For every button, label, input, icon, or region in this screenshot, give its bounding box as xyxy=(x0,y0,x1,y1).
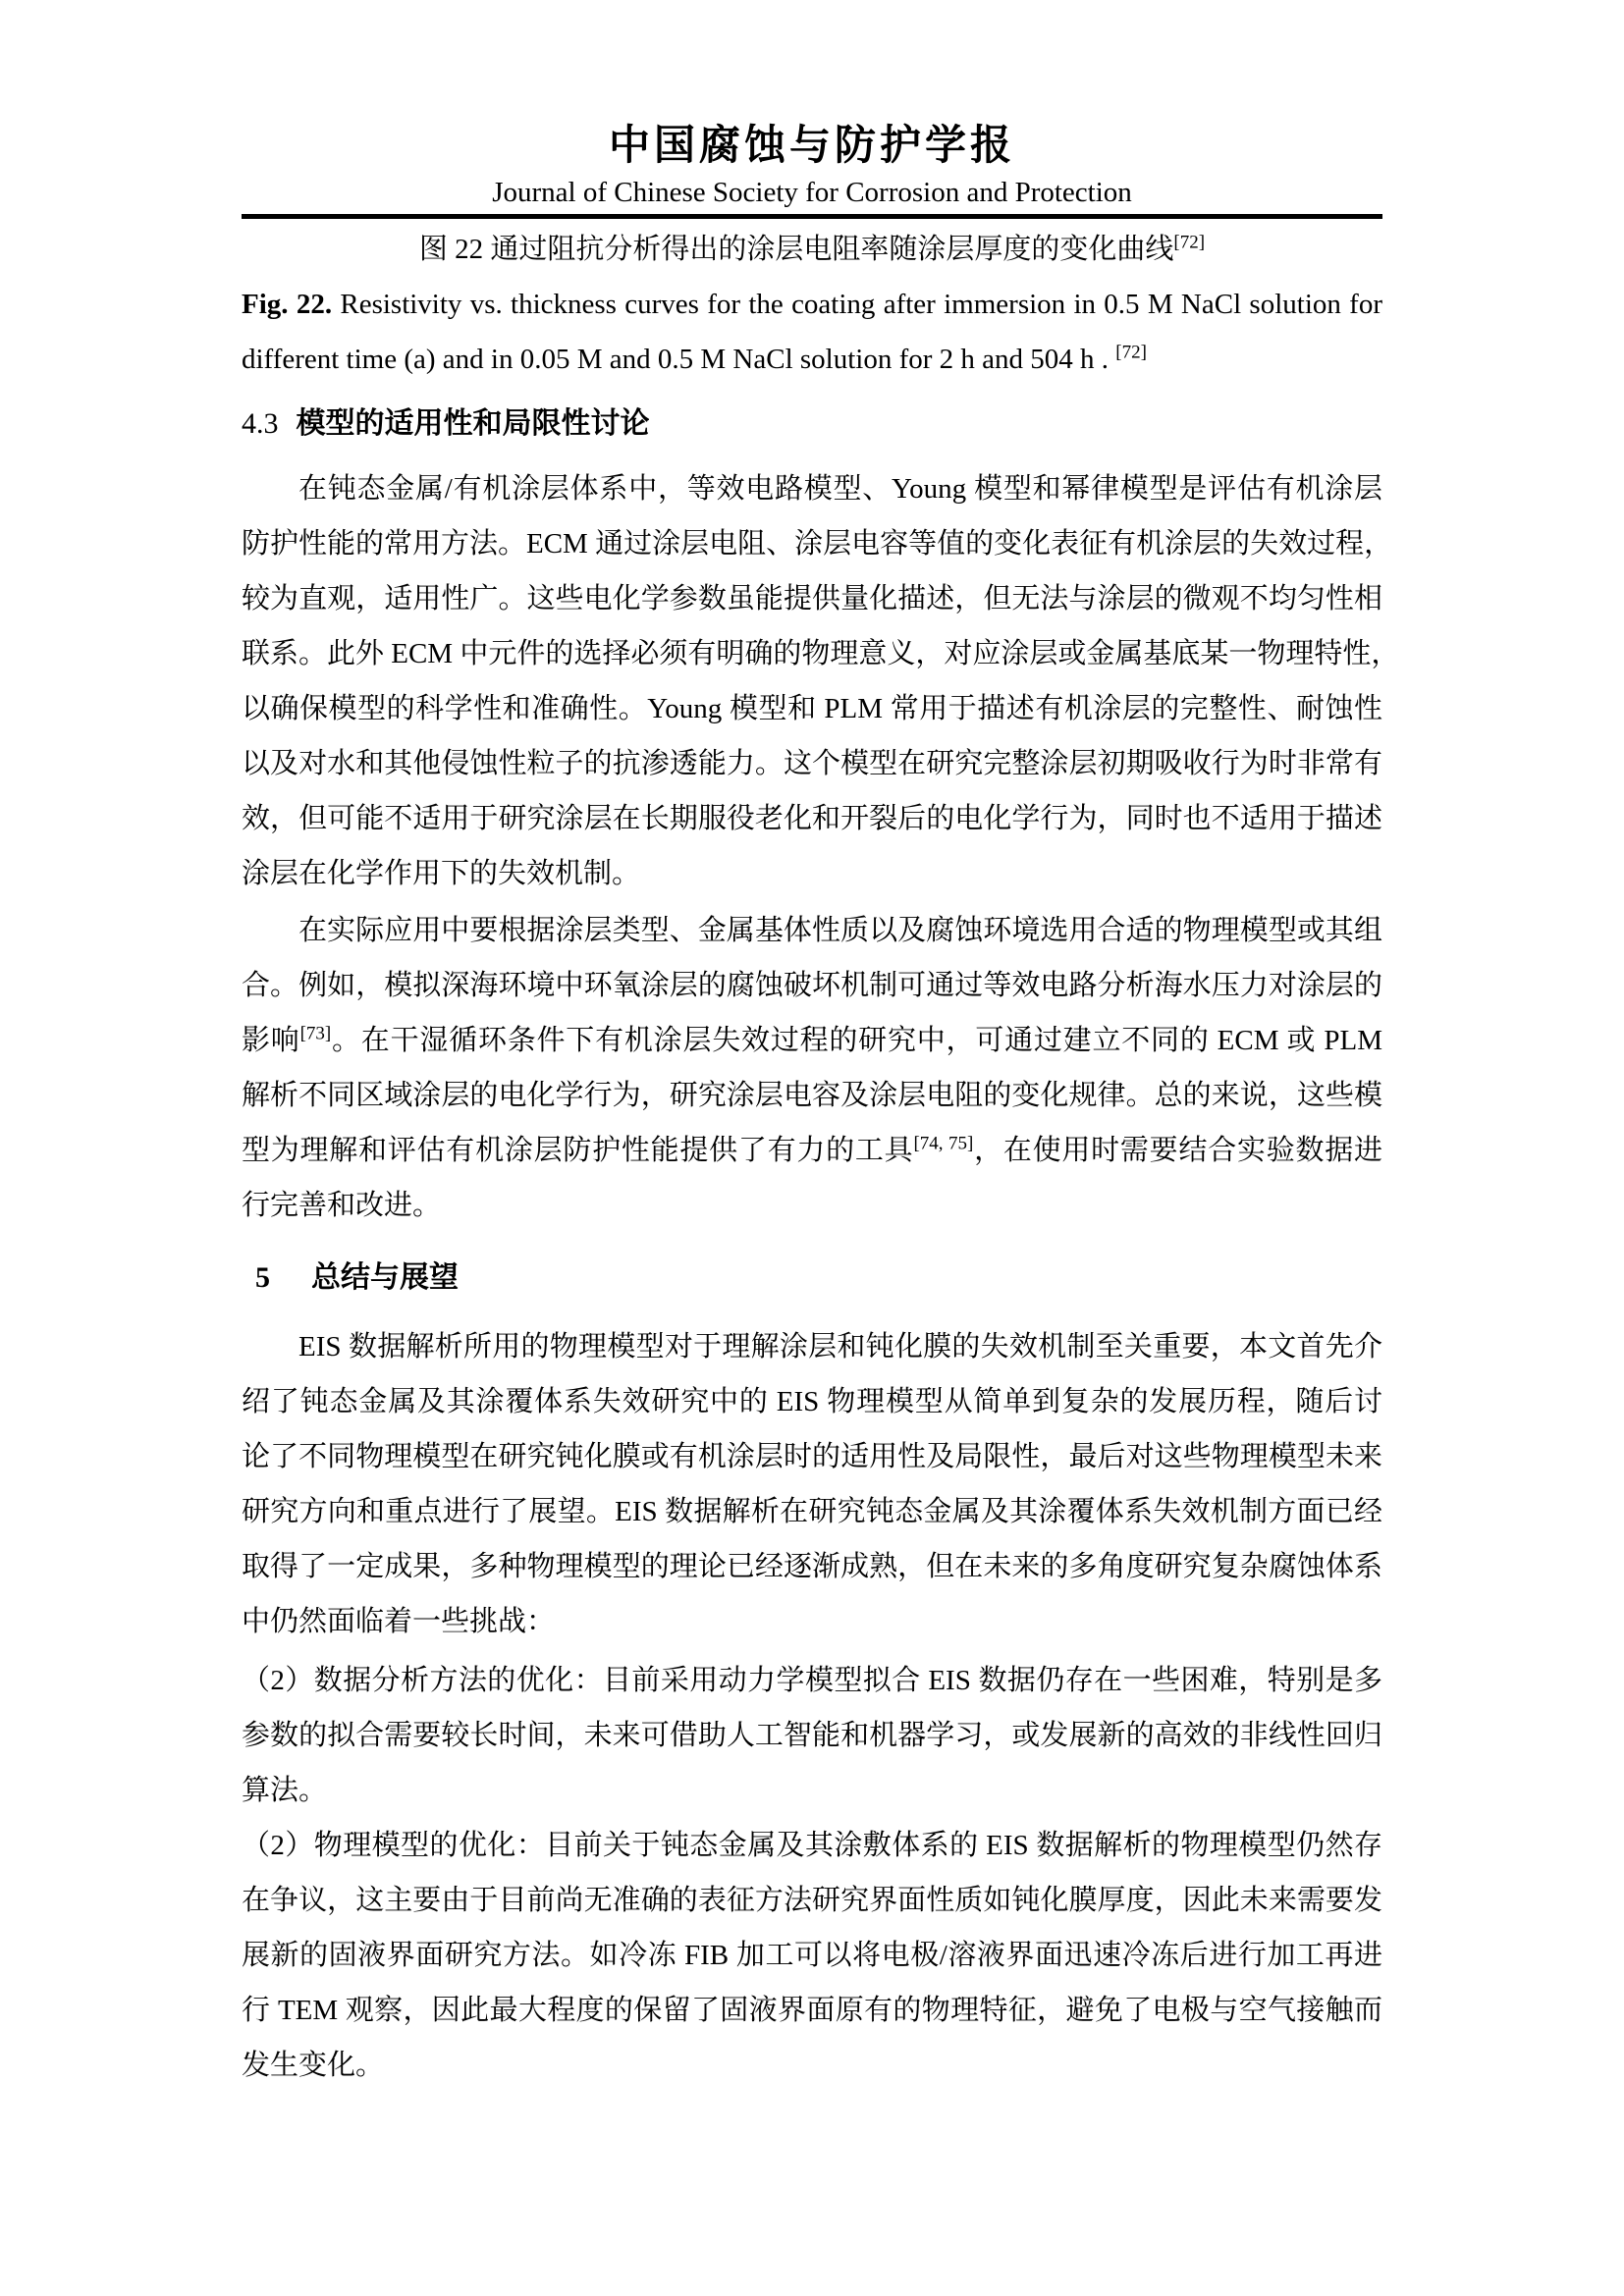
text-line: 效，但可能不适用于研究涂层在长期服役老化和开裂后的电化学行为，同时也不适用于描述 xyxy=(242,803,1382,834)
bold-text: Fig. 22. xyxy=(242,289,333,320)
text-line: 解析不同区域涂层的电化学行为，研究涂层电容及涂层电阻的变化规律。总的来说，这些模 xyxy=(242,1080,1382,1111)
text-line: 型为理解和评估有机涂层防护性能提供了有力的工具[74, 75]，在使用时需要结合实验数据进 xyxy=(242,1133,1382,1166)
section-heading-4-3 xyxy=(242,397,1382,452)
section-title: 总结与展望 xyxy=(311,1261,459,1294)
header-rule xyxy=(242,214,1382,219)
text-line: 影响[73]。在干湿循环条件下有机涂层失效过程的研究中，可通过建立不同的 ECM 或 PLM xyxy=(242,1023,1382,1056)
text-line: 算法。 xyxy=(242,1775,328,1806)
text-line: 行 TEM 观察，因此最大程度的保留了固液界面原有的物理特征，避免了电极与空气接触而 xyxy=(242,1995,1382,2026)
figure-caption-en xyxy=(242,277,1382,387)
text-line: 涂层在化学作用下的失效机制。 xyxy=(242,858,641,889)
text-line: 取得了一定成果，多种物理模型的理论已经逐渐成熟，但在未来的多角度研究复杂腐蚀体系 xyxy=(242,1551,1382,1582)
text-line: 中仍然面临着一些挑战： xyxy=(242,1606,556,1637)
section-number: 5 xyxy=(255,1261,270,1294)
text-line: different time (a) and in 0.05 M and 0.5 M NaCl solution for 2 h and 504 h . [72] xyxy=(242,342,1147,375)
text-line: 行完善和改进。 xyxy=(242,1190,442,1221)
text-line: （2）物理模型的优化：目前关于钝态金属及其涂敷体系的 EIS 数据解析的物理模型仍然存 xyxy=(242,1830,1382,1861)
text-line: 防护性能的常用方法。ECM 通过涂层电阻、涂层电容等值的变化表征有机涂层的失效过程， xyxy=(242,528,1393,560)
section-number: 4.3 xyxy=(242,407,279,440)
figure-caption-cn-ref: [72] xyxy=(1173,232,1206,253)
text-line: 联系。此外 ECM 中元件的选择必须有明确的物理意义，对应涂层或金属基底某一物理特性， xyxy=(242,638,1400,669)
text-line: 在钝态金属/有机涂层体系中，等效电路模型、Young 模型和幂律模型是评估有机涂层 xyxy=(298,473,1382,505)
paragraph-summary-outlook xyxy=(242,1319,1382,1649)
text-line: 绍了钝态金属及其涂覆体系失效研究中的 EIS 物理模型从简单到复杂的发展历程，随后讨 xyxy=(242,1386,1382,1417)
paragraph-model-applicability xyxy=(242,461,1400,901)
text-line: （2）数据分析方法的优化：目前采用动力学模型拟合 EIS 数据仍存在一些困难，特别是多 xyxy=(242,1665,1382,1696)
section-heading-5 xyxy=(242,1251,1382,1306)
paragraph-practical-application xyxy=(242,903,1382,1233)
citation-ref: [72] xyxy=(1115,342,1147,363)
text-line: EIS 数据解析所用的物理模型对于理解涂层和钝化膜的失效机制至关重要，本文首先介 xyxy=(298,1331,1382,1362)
journal-title-cn: 中国腐蚀与防护学报 xyxy=(608,124,1015,169)
paragraph-challenge-physical-model xyxy=(242,1818,1382,2093)
text-line: 参数的拟合需要较长时间，未来可借助人工智能和机器学习，或发展新的高效的非线性回归 xyxy=(242,1720,1382,1751)
text-line: 在争议，这主要由于目前尚无准确的表征方法研究界面性质如钝化膜厚度，因此未来需要发 xyxy=(242,1885,1382,1916)
section-title: 模型的适用性和局限性讨论 xyxy=(296,407,650,440)
figure-caption-cn xyxy=(242,223,1382,277)
text-line: Fig. 22. Resistivity vs. thickness curves for the coating after immersion in 0.5 M NaCl solution for xyxy=(242,289,1382,320)
text-line: 论了不同物理模型在研究钝化膜或有机涂层时的适用性及局限性，最后对这些物理模型未来 xyxy=(242,1441,1382,1472)
page-content xyxy=(242,124,1400,2093)
citation-ref: [73] xyxy=(299,1023,332,1044)
journal-title-en: Journal of Chinese Society for Corrosion and Protection xyxy=(492,177,1132,208)
figure-caption-cn-text: 图 22 通过阻抗分析得出的涂层电阻率随涂层厚度的变化曲线 xyxy=(418,234,1174,265)
text-line: 展新的固液界面研究方法。如冷冻 FIB 加工可以将电极/溶液界面迅速冷冻后进行加工再进 xyxy=(242,1940,1382,1971)
citation-ref: [74, 75] xyxy=(913,1133,974,1154)
paragraph-challenge-data-analysis xyxy=(242,1653,1382,1818)
text-line: 较为直观，适用性广。这些电化学参数虽能提供量化描述，但无法与涂层的微观不均匀性相 xyxy=(242,583,1382,614)
text-line: 发生变化。 xyxy=(242,2050,385,2081)
text-line: 研究方向和重点进行了展望。EIS 数据解析在研究钝态金属及其涂覆体系失效机制方面已经 xyxy=(242,1496,1382,1527)
text-line: 以确保模型的科学性和准确性。Young 模型和 PLM 常用于描述有机涂层的完整性、耐蚀性 xyxy=(242,693,1382,724)
text-line: 合。例如，模拟深海环境中环氧涂层的腐蚀破坏机制可通过等效电路分析海水压力对涂层的 xyxy=(242,970,1382,1001)
text-line: 以及对水和其他侵蚀性粒子的抗渗透能力。这个模型在研究完整涂层初期吸收行为时非常有 xyxy=(242,748,1382,779)
text-line: 在实际应用中要根据涂层类型、金属基体性质以及腐蚀环境选用合适的物理模型或其组 xyxy=(298,915,1382,946)
